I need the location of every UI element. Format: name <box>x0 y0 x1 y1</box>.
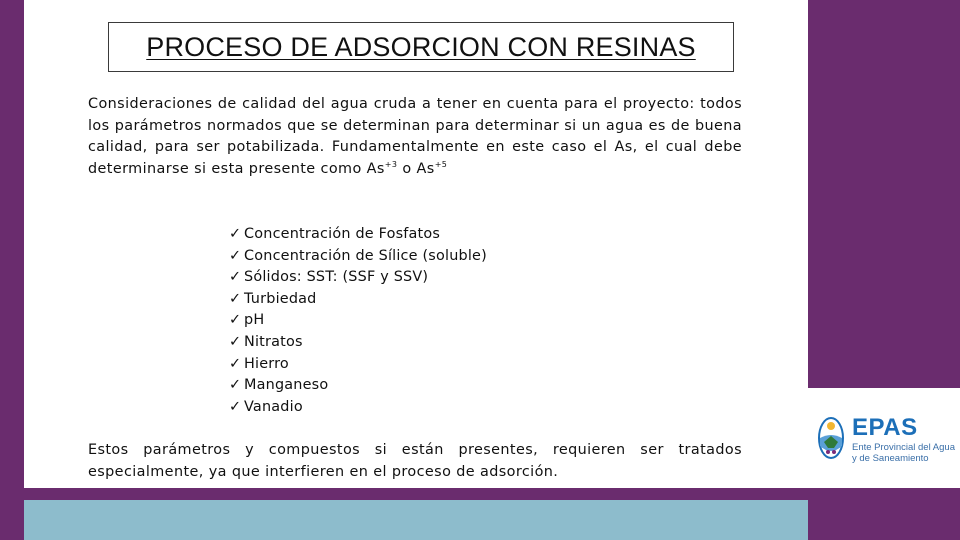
epas-logo <box>816 412 960 468</box>
list-item <box>229 310 487 332</box>
provincial-seal-icon <box>816 412 846 464</box>
checkmark-icon: ✓ <box>229 290 242 307</box>
list-item <box>229 289 487 311</box>
parameter-checklist <box>229 224 487 418</box>
bottom-accent-bar <box>24 500 808 540</box>
list-item <box>229 246 487 268</box>
list-item-label: Manganeso <box>244 377 329 394</box>
logo-name: EPAS <box>852 414 918 441</box>
arsenic-5-superscript: +5 <box>434 159 448 169</box>
checkmark-icon: ✓ <box>229 312 242 329</box>
logo-subtitle <box>852 442 960 464</box>
list-item-label: Hierro <box>244 355 289 372</box>
list-item-label: Vanadio <box>244 398 303 415</box>
logo-subtitle-line2: y de Saneamiento <box>852 453 929 464</box>
intro-connector: o As <box>397 160 435 177</box>
list-item-label: pH <box>244 312 265 329</box>
list-item-label: Sólidos: SST: (SSF y SSV) <box>244 269 429 286</box>
intro-text: Consideraciones de calidad del agua cruda a tener en cuenta para el proyecto: todos los parámetros normados que se determinan para determinar si un agua es de buena calidad, para ser potabilizada. Fundamentalmente en este caso el As, el cual debe determinarse si esta presente como As <box>88 96 742 177</box>
checkmark-icon: ✓ <box>229 333 242 350</box>
list-item <box>229 397 487 419</box>
logo-subtitle-line1: Ente Provincial del Agua <box>852 442 955 453</box>
checkmark-icon: ✓ <box>229 377 242 394</box>
list-item <box>229 354 487 376</box>
list-item-label: Concentración de Sílice (soluble) <box>244 247 487 264</box>
checkmark-icon: ✓ <box>229 226 242 242</box>
list-item-label: Concentración de Fosfatos <box>244 226 441 242</box>
list-item <box>229 375 487 397</box>
checkmark-icon: ✓ <box>229 247 242 264</box>
list-item <box>229 224 487 246</box>
list-item-label: Nitratos <box>244 333 303 350</box>
intro-paragraph <box>88 94 742 180</box>
checkmark-icon: ✓ <box>229 355 242 372</box>
checkmark-icon: ✓ <box>229 398 242 415</box>
closing-paragraph: Estos parámetros y compuestos si están presentes, requieren ser tratados especialmente, ya que interfieren en el proceso de adsorción. <box>88 442 742 480</box>
list-item-label: Turbiedad <box>244 290 317 307</box>
page-title: PROCESO DE ADSORCION CON RESINAS <box>146 31 696 62</box>
checkmark-icon: ✓ <box>229 269 242 286</box>
title-box <box>108 22 734 72</box>
arsenic-3-superscript: +3 <box>384 159 398 169</box>
list-item <box>229 267 487 289</box>
list-item <box>229 332 487 354</box>
